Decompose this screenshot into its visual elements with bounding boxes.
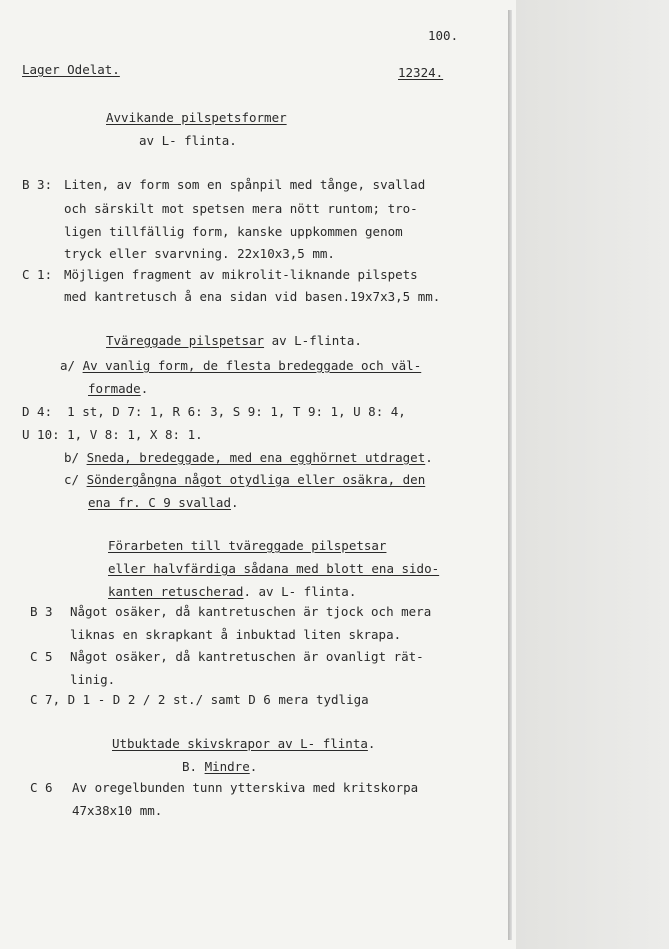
entry-line: med kantretusch å ena sidan vid basen.19x7x3,5 mm.: [64, 289, 441, 304]
item-a-text2: formade: [88, 381, 141, 396]
entry-line: och särskilt mot spetsen mera nött runtom; tro-: [64, 201, 418, 216]
section1-title: Avvikande pilspetsformer: [106, 110, 287, 125]
item-c-line1: [64, 472, 425, 488]
entry-line: 47x38x10 mm.: [72, 803, 163, 818]
item-a-rest: .: [140, 381, 149, 396]
section2-title-text: Tväreggade pilspetsar: [106, 333, 265, 348]
entry-code: C 6: [30, 780, 53, 795]
section3-final-line: C 7, D 1 - D 2 / 2 st./ samt D 6 mera tydliga: [30, 692, 369, 707]
section3-title-line1: Förarbeten till tväreggade pilspetsar: [108, 538, 387, 553]
item-b-prefix: b/: [64, 450, 87, 465]
item-c-text2: ena fr. C 9 svallad: [88, 495, 231, 510]
entry-line: tryck eller svarvning. 22x10x3,5 mm.: [64, 246, 335, 261]
counts-line: D 4: 1 st, D 7: 1, R 6: 3, S 9: 1, T 9: 1, U 8: 4,: [22, 404, 406, 419]
item-c-text: Söndergångna något otydliga eller osäkra, den: [86, 472, 426, 487]
item-c-prefix: c/: [64, 472, 87, 487]
item-b-rest: .: [425, 450, 433, 465]
entry-code: C 1:: [22, 267, 53, 282]
section4-title-rest: .: [367, 736, 376, 751]
item-a-text: Av vanlig form, de flesta bredeggade och väl-: [82, 358, 422, 373]
item-b: [64, 450, 433, 466]
section4-sub-prefix: B.: [182, 759, 205, 774]
item-a-line2: [88, 381, 148, 397]
entry-line: Möjligen fragment av mikrolit-liknande pilspets: [64, 267, 418, 282]
item-a-prefix: a/: [60, 358, 83, 373]
section4-sub-title: Mindre: [204, 759, 250, 774]
entry-code: C 5: [30, 649, 53, 664]
item-a-line1: [60, 358, 421, 374]
section4-sub-rest: .: [249, 759, 258, 774]
page-edge-shadow: [516, 0, 669, 949]
page-number: 100.: [428, 28, 459, 43]
entry-line: Något osäker, då kantretuschen är ovanligt rät-: [70, 649, 424, 664]
section4-title: [112, 736, 375, 752]
entry-line: liknas en skrapkant å inbuktad liten skrapa.: [70, 627, 402, 642]
entry-line: linig.: [70, 672, 116, 687]
section3-title-rest: . av L- flinta.: [243, 584, 357, 599]
header-right-number: 12324.: [398, 65, 444, 80]
item-c-rest: .: [231, 495, 239, 510]
section2-title: [106, 333, 362, 349]
section2-title-rest: av L-flinta.: [264, 333, 362, 348]
section4-subtitle: [182, 759, 257, 775]
section4-title-text: Utbuktade skivskrapor av L- flinta: [112, 736, 368, 751]
counts-line: U 10: 1, V 8: 1, X 8: 1.: [22, 427, 203, 442]
section3-title-text3: kanten retuscherad: [108, 584, 244, 599]
section1-subtitle: av L- flinta.: [139, 133, 237, 148]
section3-title-line3: [108, 584, 356, 600]
page-edge: [508, 10, 512, 940]
item-b-text: Sneda, bredeggade, med ena egghörnet utdraget: [86, 450, 426, 465]
entry-code: B 3:: [22, 177, 53, 192]
entry-line: ligen tillfällig form, kanske uppkommen genom: [64, 224, 403, 239]
entry-line: Något osäker, då kantretuschen är tjock och mera: [70, 604, 432, 619]
section3-title-line2: eller halvfärdiga sådana med blott ena sido-: [108, 561, 440, 576]
item-c-line2: [88, 495, 239, 511]
entry-line: Liten, av form som en spånpil med tånge, svallad: [64, 177, 426, 192]
entry-line: Av oregelbunden tunn ytterskiva med kritskorpa: [72, 780, 419, 795]
header-left-label: Lager Odelat.: [22, 62, 120, 77]
entry-code: B 3: [30, 604, 53, 619]
